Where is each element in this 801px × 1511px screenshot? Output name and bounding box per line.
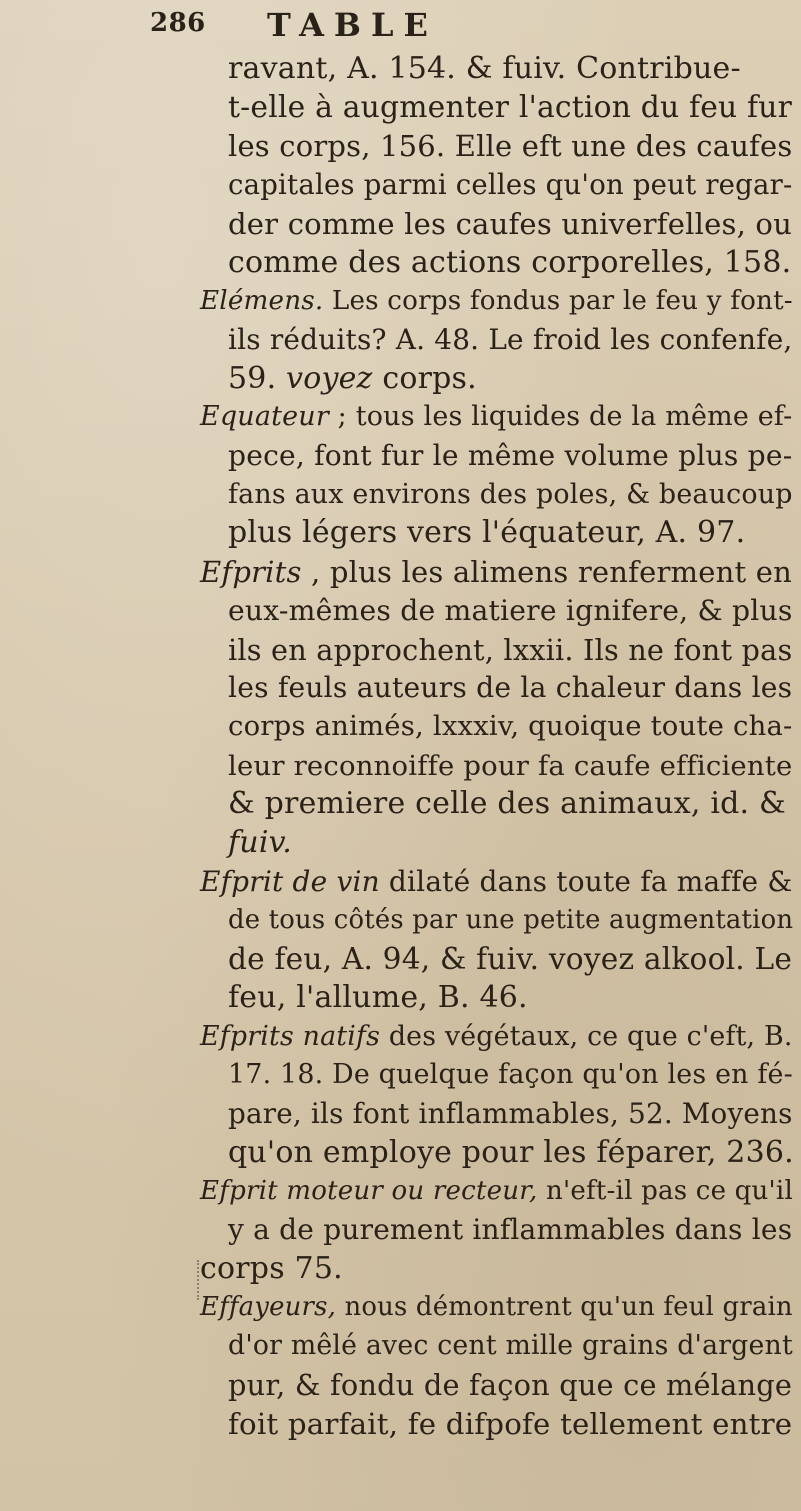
entry-term: Equateur (200, 401, 329, 433)
text-line: corps 75. (200, 1250, 343, 1286)
entry-text: des végétaux, ce que c'eft, B. (380, 1020, 793, 1052)
entry-term: Efprits (200, 555, 302, 590)
text-line (200, 284, 793, 318)
entry-term: Efprit de vin (200, 864, 380, 898)
text-line (200, 1290, 793, 1324)
text-line: 17. 18. De quelque façon qu'on les en fé- (228, 1059, 793, 1091)
entry-text: Les corps fondus par le feu y font- (323, 286, 793, 317)
text-line: pur, & fondu de façon que ce mélange (228, 1367, 793, 1402)
text-line: ravant, A. 154. & fuiv. Contribue- (228, 51, 741, 86)
entry-text: ; tous les liquides de la même ef- (328, 401, 793, 433)
entry-text: 59. (228, 360, 287, 396)
text-line: les feuls auteurs de la chaleur dans les (228, 671, 793, 705)
text-line: comme des actions corporelles, 158. (228, 244, 792, 280)
text-line: plus légers vers l'équateur, A. 97. (228, 515, 746, 551)
text-line: ils réduits? A. 48. Le froid les confenfe, (228, 322, 793, 356)
text-line: foit parfait, fe difpofe tellement entre (228, 1406, 793, 1441)
text-line: corps animés, lxxxiv, quoique toute cha- (228, 710, 793, 742)
text-line: t-elle à augmenter l'action du feu fur (228, 89, 793, 125)
entry-text: n'eft-il pas ce qu'il (537, 1176, 793, 1207)
entry-term: Effayeurs, (200, 1292, 337, 1323)
text-line: fuiv. (228, 825, 292, 860)
text-line: de feu, A. 94, & fuiv. voyez alkool. Le (228, 942, 793, 977)
margin-mark (197, 1260, 205, 1300)
text-line (200, 1020, 793, 1054)
page-header (150, 6, 750, 56)
text-line: capitales parmi celles qu'on peut regar- (228, 169, 793, 202)
cross-reference: voyez (286, 360, 373, 396)
text-line: feu, l'allume, B. 46. (228, 979, 528, 1015)
entry-text: corps. (372, 360, 477, 396)
text-line (200, 1174, 793, 1208)
text-line: qu'on employe pour les féparer, 236. (228, 1134, 794, 1170)
entry-term: Elémens. (200, 286, 324, 317)
text-line: & premiere celle des animaux, id. & (228, 786, 786, 822)
entry-term: Efprits natifs (200, 1020, 381, 1052)
text-line: d'or mêlé avec cent mille grains d'argent (228, 1330, 793, 1362)
page-number: 286 (150, 8, 206, 38)
text-line: ils en approchent, lxxii. Ils ne font pas (228, 632, 793, 667)
entry-text: dilaté dans toute fa maffe & (379, 864, 793, 898)
text-line: leur reconnoiffe pour fa caufe efficiente (228, 749, 793, 782)
text-line (228, 362, 477, 396)
text-line: fans aux environs des poles, & beaucoup (228, 478, 793, 510)
text-line (200, 865, 792, 899)
running-title: TABLE (267, 6, 438, 44)
text-line: y a de purement inflammables dans les (228, 1213, 793, 1246)
text-line: les corps, 156. Elle eft une des caufes (228, 129, 793, 164)
text-line: pece, font fur le même volume plus pe- (228, 439, 793, 472)
text-line: der comme les caufes univerfelles, ou (228, 206, 793, 241)
text-line: eux-mêmes de matiere ignifere, & plus (228, 593, 793, 627)
entry-text: nous démontrent qu'un feul grain (336, 1292, 793, 1323)
entry-text: , plus les alimens renferment en (301, 555, 793, 590)
text-line (200, 400, 792, 434)
entry-term: Efprit moteur ou recteur, (200, 1176, 538, 1207)
text-line: pare, ils font inflammables, 52. Moyens (228, 1096, 793, 1130)
text-line (200, 555, 792, 589)
text-line: de tous côtés par une petite augmentation (228, 905, 794, 936)
